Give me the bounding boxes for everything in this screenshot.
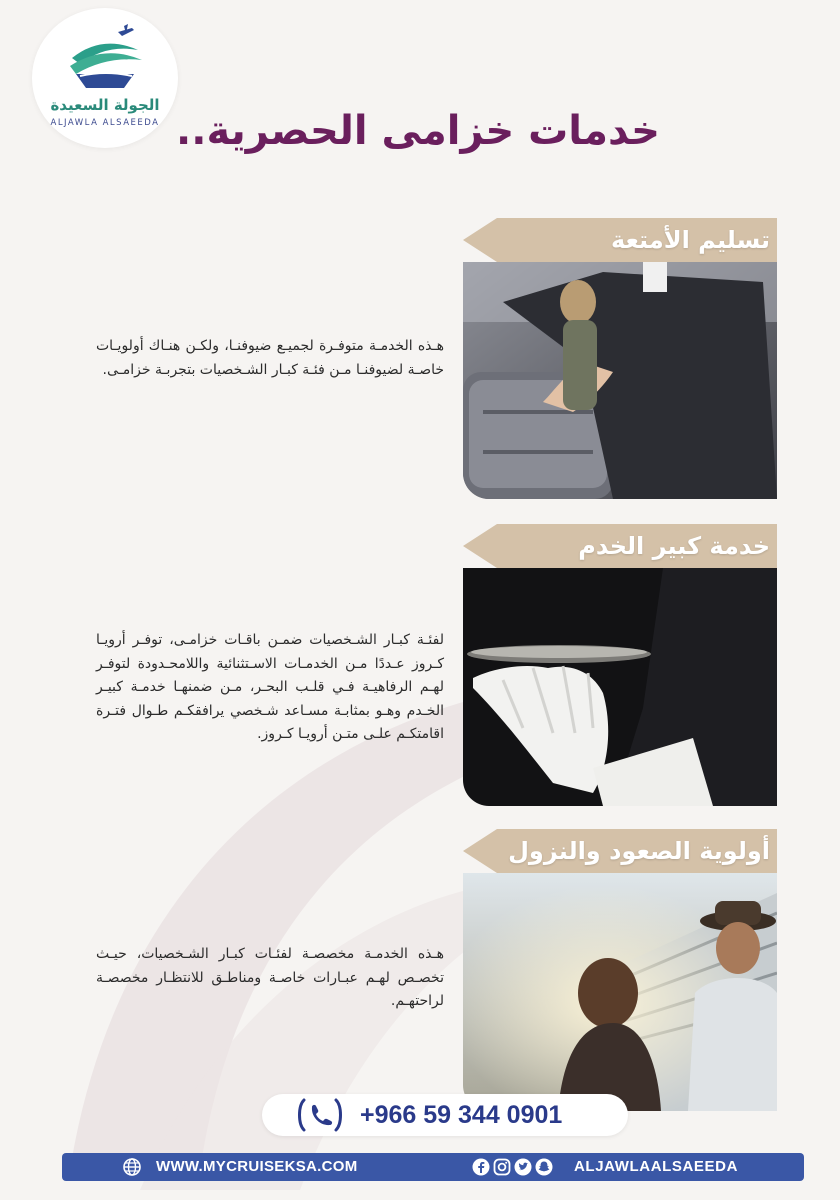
service-description: هـذه الخدمـة متوفـرة لجميـع ضيوفنـا، ولكـن هنـاك أولويـات خاصـة لضيوفنـا مـن فئـة كبـار الشـخصيات بتجربـة خزامـى. [96, 338, 444, 378]
page-title: خدمات خزامى الحصرية.. [176, 108, 660, 154]
butler-service-photo [463, 568, 777, 806]
snapchat-icon[interactable] [535, 1158, 553, 1176]
logo-english-name: ALJAWLA ALSAEEDA [50, 118, 160, 128]
social-handle[interactable]: ALJAWLAALSAEEDA [574, 1158, 739, 1175]
globe-icon [122, 1157, 142, 1177]
logo [32, 8, 178, 148]
phone-number[interactable]: +966 59 344 0901 [360, 1101, 563, 1129]
footer-bar [62, 1153, 804, 1181]
website-link[interactable]: WWW.MYCRUISEKSA.COM [156, 1158, 358, 1175]
logo-arabic-name: الجولة السعيدة [50, 96, 160, 114]
service-label: أولوية الصعود والنزول [508, 837, 770, 865]
priority-boarding-photo [463, 873, 777, 1111]
facebook-icon[interactable] [472, 1158, 490, 1176]
phone-icon [290, 1096, 350, 1134]
phone-contact[interactable] [262, 1094, 628, 1136]
service-description: لفئـة كبـار الشـخصيات ضمـن باقـات خزامـى، توفـر أرويـا كـروز عـددًا مـن الخدمـات الاسـتثنائية واللامحـدودة لتوفـر لهـم الرفاهيـة فـي قلـب البحـر، مـن ضمنهـا خدمـة كبيـر الخـدم وهـو بمثابـة مسـاعد شـخصي يرافقكـم طـوال فتـرة اقامتكـم علـى متـن أرويـا كـروز. [96, 632, 444, 742]
ship-logo-icon [62, 20, 148, 96]
service-label: خدمة كبير الخدم [578, 532, 770, 560]
luggage-handover-photo [463, 262, 777, 499]
service-label: تسليم الأمتعة [610, 226, 770, 254]
twitter-icon[interactable] [514, 1158, 532, 1176]
instagram-icon[interactable] [493, 1158, 511, 1176]
service-description: هـذه الخدمـة مخصصـة لفئـات كبـار الشـخصيات، حيـث تخصـص لهـم عبـارات خاصـة ومناطـق للانتظـار مخصصـة لراحتهـم. [96, 946, 444, 1009]
